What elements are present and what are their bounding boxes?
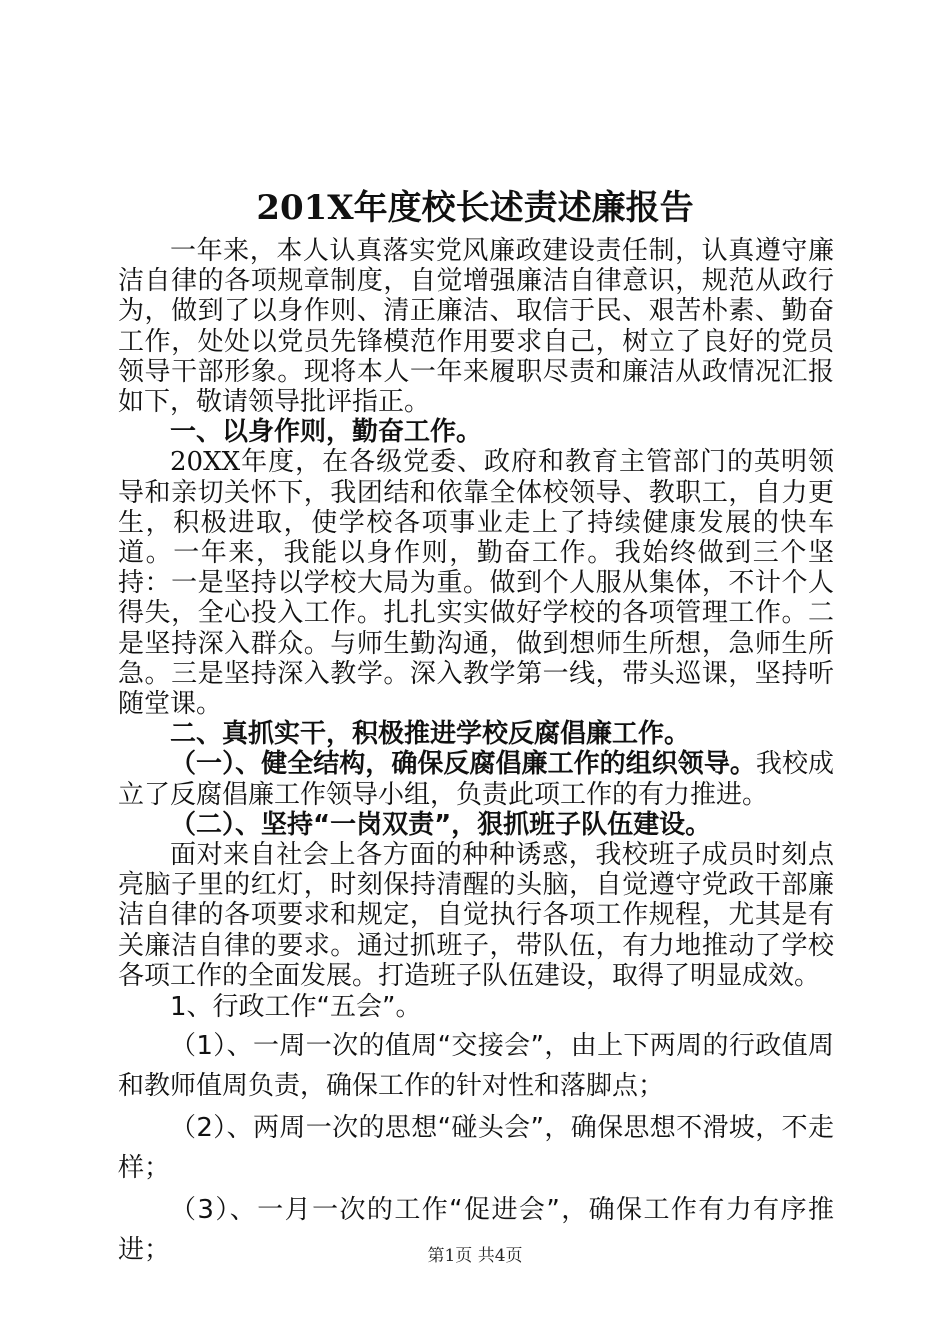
section-heading-1: 一、以身作则，勤奋工作。 — [170, 417, 483, 448]
section-1-paragraph: 20XX年度，在各级党委、政府和教育主管部门的英明领导和亲切关怀下，我团结和依靠全体校领导、教职工，自力更生，积极进取，使学校各项事业走上了持续健康发展的快车道。一年来，我能以身作则，勤奋工作。我始终做到三个坚持：一是坚持以学校大局为重。做到个人服从集体，不计个人得失，全心投入工作。扎扎实实做好学校的各项管理工作。二是坚持深入群众。与师生勤沟通，做到想师生所想，急师生所急。三是坚持深入教学。深入教学第一线，带头巡课，坚持听随堂课。 — [118, 447, 834, 720]
document-title: 201X年度校长述责述廉报告 — [256, 188, 694, 228]
subsection-heading-1: （一）、健全结构，确保反腐倡廉工作的组织领导。 — [170, 749, 756, 780]
section-heading-2: 二、真抓实干，积极推进学校反腐倡廉工作。 — [170, 719, 691, 750]
list-item-1: （1）、一周一次的值周“交接会”，由上下两周的行政值周和教师值周负责，确保工作的针对性和落脚点； — [118, 1031, 834, 1102]
list-heading: 1、行政工作“五会”。 — [170, 992, 422, 1023]
subsection-heading-2: （二）、坚持“一岗双责”，狠抓班子队伍建设。 — [170, 809, 712, 840]
subsection-1-paragraph — [118, 749, 834, 809]
intro-paragraph: 一年来，本人认真落实党风廉政建设责任制，认真遵守廉洁自律的各项规章制度，自觉增强廉洁自律意识，规范从政行为，做到了以身作则、清正廉洁、取信于民、艰苦朴素、勤奋工作，处处以党员先锋模范作用要求自己，树立了良好的党员领导干部形象。现将本人一年来履职尽责和廉洁从政情况汇报如下，敬请领导批评指正。 — [118, 236, 834, 418]
document-body — [118, 236, 834, 1270]
list-item-2: （2）、两周一次的思想“碰头会”，确保思想不滑坡，不走样； — [118, 1113, 834, 1184]
subsection-2-paragraph: 面对来自社会上各方面的种种诱惑，我校班子成员时刻点亮脑子里的红灯，时刻保持清醒的头脑，自觉遵守党政干部廉洁自律的各项要求和规定，自觉执行各项工作规程，尤其是有关廉洁自律的要求。通过抓班子，带队伍，有力地推动了学校各项工作的全面发展。打造班子队伍建设，取得了明显成效。 — [118, 840, 834, 991]
page-footer: 第1页 共4页 — [427, 1246, 523, 1266]
list-item-3: （3）、一月一次的工作“促进会”，确保工作有力有序推进； — [118, 1195, 834, 1266]
subsection-1-text: 我校成立了反腐倡廉工作领导小组，负责此项工作的有力推进。 — [118, 749, 834, 810]
